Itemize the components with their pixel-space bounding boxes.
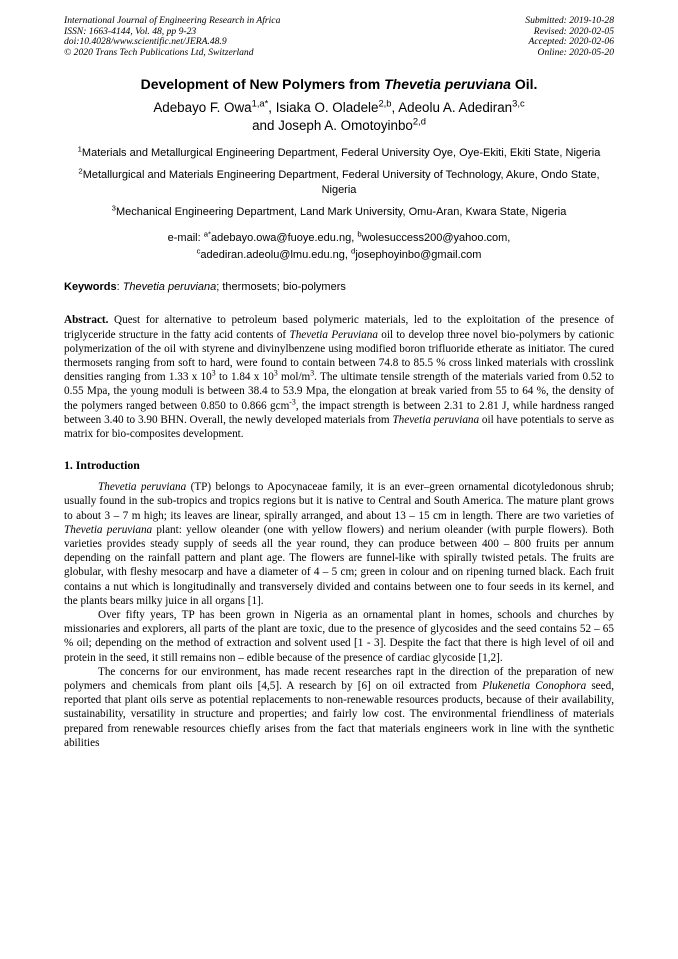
email-link[interactable]: adediran.adeolu@lmu.edu.ng bbox=[200, 248, 345, 261]
section-heading-introduction: 1. Introduction bbox=[64, 458, 140, 473]
author-name: Adeolu A. Adediran bbox=[398, 100, 513, 116]
intro-paragraph-2: Over fifty years, TP has been grown in Nigeria as an ornamental plant in homes, schools and churches by missionaries and explorers, all parts of the plant are toxic, due to the presence of glycosides and the seed contains 52 – 65 % oil; depending on the method of extraction and solvent used [1 - 3]. Despite the fact that there is high level of oil and protein in the seed, it still remains non – edible because of the presence of cardiac glycoside [1,2]. bbox=[64, 609, 614, 664]
journal-doi: doi:10.4028/www.scientific.net/JERA.48.9 bbox=[64, 36, 227, 48]
date-revised: Revised: 2020-02-05 bbox=[533, 25, 614, 37]
author-list: Adebayo F. Owa$^{1,a*}$, Isiaka O. Oladele$^{2,b}$, Adeolu A. Adediran$^{3,c}$ and Joseph A. Omotoyinbo$^{2,d}$ bbox=[153, 98, 525, 133]
journal-name: International Journal of Engineering Research in Africa bbox=[64, 15, 281, 26]
date-online: Online: 2020-05-20 bbox=[537, 46, 614, 58]
intro-paragraph-1: Thevetia peruviana (TP) belongs to Apocynaceae family, it is an ever–green ornamental dicotyledonous shrub; usually found in the sub-tropics and tropics regions but it is native to Central and South America. The mature plant grows to about 3 – 7 m high; its leaves are linear, spirally arranged, and about 13 – 15 cm in length. There are two varieties of Thevetia peruviana plant: yellow oleander (one with yellow flowers) and nerium oleander (with purple flowers). Both varieties provides steady supply of seeds all the year round, they can produce between 400 – 800 fruits per annum depending on the rainfall pattern and plant age. The flowers are funnel-like with spirally twisted petals. The fruits are globular, with fleshy mesocarp and have a diameter of 4 – 5 cm; green in colour and on ripening turned black. Each fruit contains a nut which is longitudinally and transversely divided and contains between one to four seeds in its kernel, and the plants bears milky juice in all organs [1]. bbox=[64, 481, 614, 607]
journal-header bbox=[64, 16, 614, 58]
journal-info bbox=[64, 16, 280, 58]
paper-title: Development of New Polymers from Thevetia peruviana Oil. bbox=[140, 76, 538, 93]
affiliation-1: $^1$Materials and Metallurgical Engineering Department, Federal University Oye, Oye-Ekiti, Ekiti State, Nigeria bbox=[77, 144, 601, 160]
affiliation-2: $^2$Metallurgical and Materials Engineering Department, Federal University of Technology, Akure, Ondo State, Nigeria bbox=[78, 166, 600, 197]
abstract-label: Abstract. bbox=[64, 314, 109, 327]
journal-issn: ISSN: 1663-4144, Vol. 48, pp 9-23 bbox=[64, 25, 197, 37]
email-link[interactable]: josephoyinbo@gmail.com bbox=[355, 248, 482, 261]
intro-paragraph-3: The concerns for our environment, has made recent researches rapt in the direction of the preparation of new polymers and chemicals from plant oils [4,5]. A research by [6] on oil extracted from Plukenetia Conophora seed, reported that plant oils serve as potential replacements to non-renewable resources products, because of their availability, sustainability, versatility in structure and properties; and fairly low cost. The environmental friendliness of materials prepared from renewable resources chiefly arises from the fact that materials engineers work in line with the synthetic abilities bbox=[64, 665, 614, 749]
author-emails: e-mail: $^{a*}$adebayo.owa@fuoye.edu.ng, $^b$wolesuccess200@yahoo.com, $^c$adediran.adeolu@lmu.edu.ng, $^d$josephoyinbo@gmail.com bbox=[167, 229, 511, 261]
affiliation-3: $^3$Mechanical Engineering Department, Land Mark University, Omu-Aran, Kwara State, Nigeria bbox=[111, 203, 567, 219]
author-name: Adebayo F. Owa bbox=[153, 100, 252, 116]
keywords: Keywords: Thevetia peruviana; thermosets; bio-polymers bbox=[64, 281, 346, 294]
abstract: Abstract. Quest for alternative to petroleum based polymeric materials, led to the exploitation of the presence of triglyceride structure in the fatty acid contents of Thevetia Peruviana oil to develop three novel bio-polymers by cationic polymerization of the oil with styrene and divinylbenzene using modified boron trifluoride etherate as initiator. The cured thermosets ranging from soft to hard, were found to contain between 74.8 to 85.5 % cross linked materials with crosslink densities ranging from 1.33 x $10^3$ to 1.84 x $10^3$ mol/$m^3$. The ultimate tensile strength of the materials varied from 0.52 to 0.55 Mpa, the young moduli is between 38.4 to 53.9 Mpa, the elongation at break varied from 55 to 64 %, the density of the polymers ranged between 0.850 to 0.866 gcm$^{-3}$, the impact strength is between 2.31 to 2.81 J, while hardness ranged between 3.40 to 3.90 BHN. Overall, the newly developed materials from Thevetia peruviana oil have potentials to serve as matrix for bio-composites development. bbox=[64, 314, 615, 440]
journal-copyright: © 2020 Trans Tech Publications Ltd, Switzerland bbox=[64, 46, 254, 58]
date-submitted: Submitted: 2019-10-28 bbox=[525, 15, 614, 26]
email-link[interactable]: wolesuccess200@yahoo.com bbox=[361, 232, 508, 245]
author-name: Joseph A. Omotoyinbo bbox=[278, 117, 413, 133]
email-link[interactable]: adebayo.owa@fuoye.edu.ng bbox=[210, 232, 352, 245]
article-dates bbox=[525, 16, 614, 58]
date-accepted: Accepted: 2020-02-06 bbox=[528, 36, 614, 48]
author-name: Isiaka O. Oladele bbox=[275, 100, 379, 116]
